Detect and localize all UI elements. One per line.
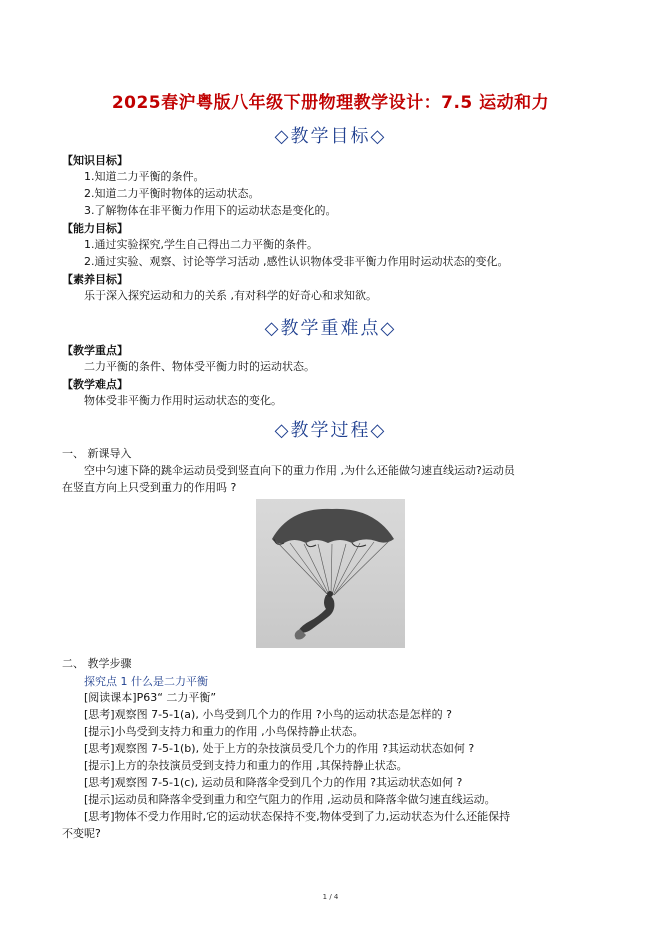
parachutist-photo <box>256 499 405 648</box>
process-line: [提示]运动员和降落伞受到重力和空气阻力的作用 ,运动员和降落伞做匀速直线运动。 <box>84 793 496 806</box>
explore-point-heading: 探究点 1 什么是二力平衡 <box>84 675 208 688</box>
teaching-focus-label: 【教学重点】 <box>62 344 128 357</box>
process-line: [思考]观察图 7-5-1(b), 处于上方的杂技演员受几个力的作用 ?其运动状态如何 ? <box>84 742 475 755</box>
process-line: [提示]上方的杂技演员受到支持力和重力的作用 ,其保持静止状态。 <box>84 759 408 772</box>
process-line: 不变呢? <box>62 827 101 840</box>
page-number: 1 / 4 <box>322 893 339 901</box>
document-title: 2025春沪粤版八年级下册物理教学设计：7.5 运动和力 <box>111 93 550 113</box>
ability-goal-item: 1.通过实验探究,学生自己得出二力平衡的条件。 <box>84 238 318 251</box>
knowledge-goal-item: 1.知道二力平衡的条件。 <box>84 170 205 183</box>
steps-heading: 二、 教学步骤 <box>62 657 132 670</box>
teaching-focus-text: 二力平衡的条件、物体受平衡力时的运动状态。 <box>84 360 315 373</box>
section-heading-key-points: ◇教学重难点◇ <box>264 318 397 339</box>
section-heading-goals: ◇教学目标◇ <box>274 126 387 147</box>
ability-goal-item: 2.通过实验、观察、讨论等学习活动 ,感性认识物体受非平衡力作用时运动状态的变化。 <box>84 255 509 268</box>
knowledge-goal-item: 3.了解物体在非平衡力作用下的运动状态是变化的。 <box>84 204 337 217</box>
teaching-difficulty-label: 【教学难点】 <box>62 378 128 391</box>
intro-heading: 一、 新课导入 <box>62 447 132 460</box>
teaching-difficulty-text: 物体受非平衡力作用时运动状态的变化。 <box>84 394 282 407</box>
literacy-goal-label: 【素养目标】 <box>62 273 128 286</box>
knowledge-goal-label: 【知识目标】 <box>62 154 128 167</box>
process-line: [思考]观察图 7-5-1(c), 运动员和降落伞受到几个力的作用 ?其运动状态如何 ? <box>84 776 463 789</box>
process-line: [阅读课本]P63“ 二力平衡” <box>84 691 217 704</box>
process-line: [提示]小鸟受到支持力和重力的作用 ,小鸟保持静止状态。 <box>84 725 364 738</box>
knowledge-goal-item: 2.知道二力平衡时物体的运动状态。 <box>84 187 260 200</box>
parachute-illustration <box>256 499 405 648</box>
process-line: [思考]观察图 7-5-1(a), 小鸟受到几个力的作用 ?小鸟的运动状态是怎样的 ? <box>84 708 452 721</box>
ability-goal-label: 【能力目标】 <box>62 222 128 235</box>
literacy-goal-item: 乐于深入探究运动和力的关系 ,有对科学的好奇心和求知欲。 <box>84 289 377 302</box>
section-heading-process: ◇教学过程◇ <box>274 420 387 441</box>
intro-paragraph-line: 在竖直方向上只受到重力的作用吗 ? <box>62 481 237 494</box>
intro-paragraph-line: 空中匀速下降的跳伞运动员受到竖直向下的重力作用 ,为什么还能做匀速直线运动?运动员 <box>84 464 515 477</box>
process-line: [思考]物体不受力作用时,它的运动状态保持不变,物体受到了力,运动状态为什么还能保持 <box>84 810 511 823</box>
